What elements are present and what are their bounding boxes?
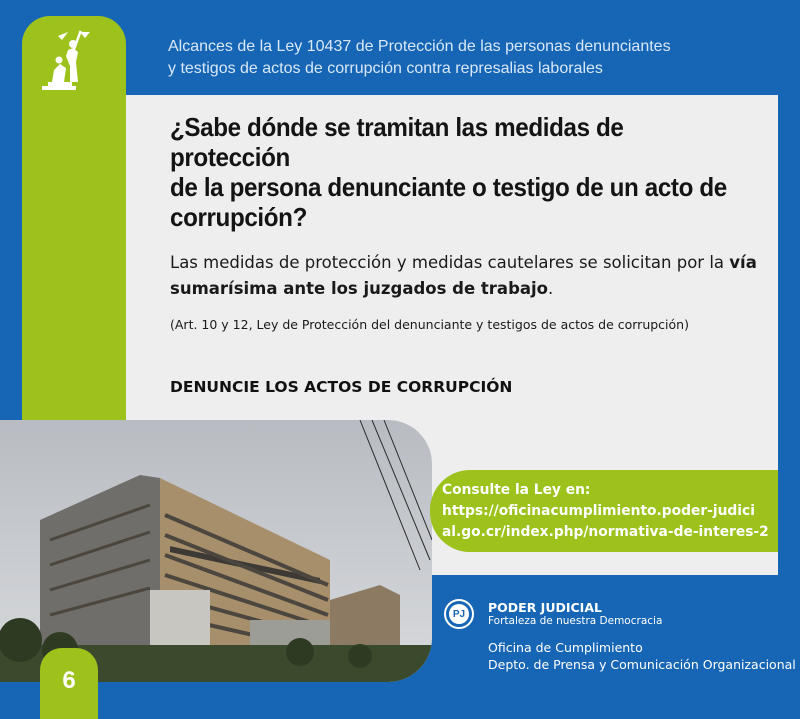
answer-text — [170, 250, 770, 302]
question-line: corrupción? — [170, 202, 307, 232]
poder-judicial-logo-icon — [444, 599, 474, 629]
question-line: ¿Sabe dónde se tramitan las medidas de protección — [170, 112, 624, 172]
law-link-url[interactable]: https://oficinacumplimiento.poder-judici — [442, 503, 755, 519]
law-link-label: Consulte la Ley en: — [442, 482, 591, 498]
office-info — [488, 639, 796, 673]
courthouse-photo — [0, 420, 432, 682]
logo-initials: PJ — [449, 604, 469, 624]
office-line: Depto. de Prensa y Comunicación Organizacional — [488, 657, 796, 672]
law-reference: (Art. 10 y 12, Ley de Protección del denunciante y testigos de actos de corrupción) — [170, 317, 689, 332]
question-line: de la persona denunciante o testigo de un acto de — [170, 172, 727, 202]
call-to-action: DENUNCIE LOS ACTOS DE CORRUPCIÓN — [170, 378, 513, 396]
header-title — [168, 36, 778, 80]
question-heading — [170, 112, 728, 232]
page-number: 6 — [40, 648, 98, 719]
header-title-line: Alcances de la Ley 10437 de Protección de las personas denunciantes — [168, 38, 671, 55]
org-name: PODER JUDICIAL — [488, 600, 602, 615]
answer-bold: vía sumarísima ante los juzgados de trabajo — [170, 253, 757, 298]
office-line: Oficina de Cumplimiento — [488, 640, 643, 655]
justice-statue-icon — [40, 26, 102, 92]
law-link-url[interactable]: al.go.cr/index.php/normativa-de-interes-2 — [442, 524, 769, 540]
header-title-line: y testigos de actos de corrupción contra represalias laborales — [168, 60, 603, 77]
answer-end: . — [548, 279, 554, 298]
law-link-box[interactable] — [430, 470, 778, 552]
answer-intro: Las medidas de protección y medidas cautelares se solicitan por la — [170, 253, 725, 272]
org-tagline: Fortaleza de nuestra Democracia — [488, 615, 663, 627]
